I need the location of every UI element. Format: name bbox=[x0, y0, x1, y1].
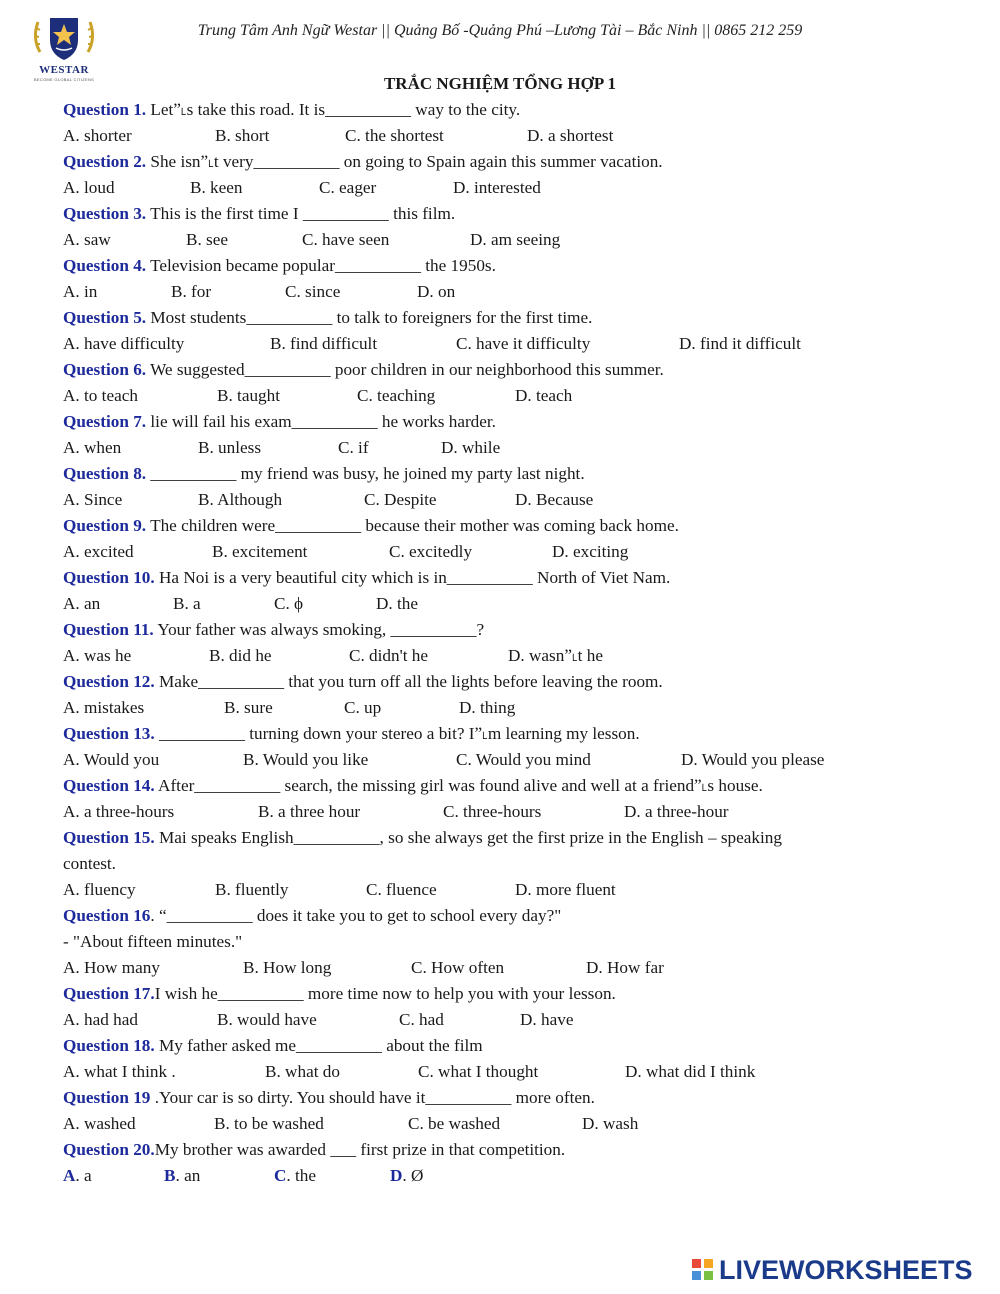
option[interactable]: C. three-hours bbox=[443, 802, 542, 821]
option[interactable]: C. had bbox=[399, 1010, 444, 1029]
question-8: Question 8. __________ my friend was busy, he joined my party last night. bbox=[63, 464, 585, 483]
option[interactable]: A. when bbox=[63, 438, 122, 457]
options-4 bbox=[63, 279, 943, 305]
option[interactable]: D. more fluent bbox=[515, 880, 616, 899]
option[interactable]: D. while bbox=[441, 438, 501, 457]
question-16-answer: - "About fifteen minutes." bbox=[63, 932, 243, 951]
option[interactable]: B. How long bbox=[243, 958, 332, 977]
option[interactable]: A. was he bbox=[63, 646, 132, 665]
option[interactable]: C. the bbox=[274, 1166, 317, 1185]
question-15-text-line2: contest. bbox=[63, 854, 116, 873]
option[interactable]: A. had had bbox=[63, 1010, 138, 1029]
question-11: Question 11. Your father was always smoking, __________? bbox=[63, 620, 485, 639]
option[interactable]: D. exciting bbox=[552, 542, 629, 561]
option[interactable]: A. excited bbox=[63, 542, 134, 561]
option[interactable]: B. did he bbox=[209, 646, 272, 665]
question-19: Question 19 .Your car is so dirty. You should have it__________ more often. bbox=[63, 1088, 595, 1107]
options-16 bbox=[63, 955, 943, 981]
option[interactable]: D. interested bbox=[453, 178, 541, 197]
option[interactable]: B. a bbox=[173, 594, 201, 613]
option[interactable]: C. excitedly bbox=[389, 542, 473, 561]
option[interactable]: B. what do bbox=[265, 1062, 340, 1081]
option[interactable]: C. if bbox=[338, 438, 369, 457]
option[interactable]: D. Would you please bbox=[681, 750, 825, 769]
option[interactable]: D. Because bbox=[515, 490, 594, 509]
option[interactable]: C. teaching bbox=[357, 386, 436, 405]
option[interactable]: D. thing bbox=[459, 698, 516, 717]
question-13: Question 13. __________ turning down your stereo a bit? Iˮ˪m learning my lesson. bbox=[63, 724, 640, 743]
option[interactable]: D. have bbox=[520, 1010, 574, 1029]
option[interactable]: C. fluence bbox=[366, 880, 437, 899]
options-19 bbox=[63, 1111, 943, 1137]
question-17: Question 17.I wish he__________ more time now to help you with your lesson. bbox=[63, 984, 616, 1003]
option[interactable]: B. for bbox=[171, 282, 212, 301]
question-10: Question 10. Ha Noi is a very beautiful city which is in__________ North of Viet Nam. bbox=[63, 568, 671, 587]
option[interactable]: A. loud bbox=[63, 178, 115, 197]
option[interactable]: B. to be washed bbox=[214, 1114, 324, 1133]
page-header: Trung Tâm Anh Ngữ Westar || Quảng Bố -Quảng Phú –Lương Tài – Bắc Ninh || 0865 212 259 bbox=[197, 22, 803, 39]
options-1 bbox=[63, 123, 943, 149]
option[interactable]: B. excitement bbox=[212, 542, 308, 561]
option[interactable]: A. shorter bbox=[63, 126, 132, 145]
option[interactable]: A. Would you bbox=[63, 750, 160, 769]
option[interactable]: A. have difficulty bbox=[63, 334, 185, 353]
option[interactable]: C. the shortest bbox=[345, 126, 444, 145]
option[interactable]: D. a three-hour bbox=[624, 802, 729, 821]
option[interactable]: C. what I thought bbox=[418, 1062, 539, 1081]
option[interactable]: A. washed bbox=[63, 1114, 136, 1133]
logo-tagline: BECOME GLOBAL CITIZENS bbox=[33, 77, 95, 82]
option[interactable]: C. up bbox=[344, 698, 382, 717]
options-15 bbox=[63, 877, 943, 903]
option[interactable]: C. didn't he bbox=[349, 646, 429, 665]
question-12: Question 12. Make__________ that you turn off all the lights before leaving the room. bbox=[63, 672, 663, 691]
option[interactable]: B. unless bbox=[198, 438, 262, 457]
option[interactable]: D. Ø bbox=[390, 1166, 424, 1185]
liveworksheets-brand: LIVEWORKSHEETS bbox=[719, 1255, 973, 1285]
question-9: Question 9. The children were__________ because their mother was coming back home. bbox=[63, 516, 679, 535]
liveworksheets-grid-icon bbox=[692, 1259, 714, 1281]
option[interactable]: D. what did I think bbox=[625, 1062, 756, 1081]
option[interactable]: C. eager bbox=[319, 178, 377, 197]
option[interactable]: C. Would you mind bbox=[456, 750, 591, 769]
question-7: Question 7. lie will fail his exam__________ he works harder. bbox=[63, 412, 496, 431]
shield-logo-icon bbox=[26, 12, 102, 68]
option[interactable]: D. on bbox=[417, 282, 456, 301]
question-15: Question 15. Mai speaks English__________, so she always get the first prize in the English – speaking bbox=[63, 828, 782, 847]
option[interactable]: A. How many bbox=[63, 958, 160, 977]
options-10 bbox=[63, 591, 943, 617]
question-3: Question 3. This is the first time I __________ this film. bbox=[63, 204, 456, 223]
options-20 bbox=[63, 1163, 943, 1189]
option[interactable]: B. sure bbox=[224, 698, 273, 717]
question-15-text-line1: Mai speaks English__________, so she always get the first prize in the English – speaking bbox=[154, 828, 782, 847]
option[interactable]: B. keen bbox=[190, 178, 243, 197]
question-16: Question 16. “__________ does it take you to get to school every day?" bbox=[63, 906, 562, 925]
option[interactable]: D. wasnˮ˪t he bbox=[508, 646, 603, 665]
options-14 bbox=[63, 799, 943, 825]
option[interactable]: C. Despite bbox=[364, 490, 437, 509]
option[interactable]: D. am seeing bbox=[470, 230, 561, 249]
options-18 bbox=[63, 1059, 943, 1085]
options-6 bbox=[63, 383, 943, 409]
options-5 bbox=[63, 331, 943, 357]
option[interactable]: B. Would you like bbox=[243, 750, 369, 769]
logo-name: WESTAR bbox=[39, 64, 89, 76]
option[interactable]: C. since bbox=[285, 282, 341, 301]
option[interactable]: B. would have bbox=[217, 1010, 317, 1029]
options-13 bbox=[63, 747, 943, 773]
option[interactable]: A. a three-hours bbox=[63, 802, 175, 821]
option[interactable]: C. have it difficulty bbox=[456, 334, 591, 353]
options-7 bbox=[63, 435, 943, 461]
options-2 bbox=[63, 175, 943, 201]
options-17 bbox=[63, 1007, 943, 1033]
question-18: Question 18. My father asked me__________ about the film bbox=[63, 1036, 483, 1055]
option[interactable]: B. a three hour bbox=[258, 802, 361, 821]
option[interactable]: A. a bbox=[63, 1166, 92, 1185]
page-title: TRẮC NGHIỆM TỔNG HỢP 1 bbox=[383, 74, 617, 93]
option[interactable]: B. find difficult bbox=[270, 334, 378, 353]
options-11 bbox=[63, 643, 943, 669]
option[interactable]: B. fluently bbox=[215, 880, 289, 899]
option[interactable]: D. the bbox=[376, 594, 419, 613]
question-15-line2 bbox=[63, 851, 943, 877]
option[interactable]: C. ϕ bbox=[274, 594, 304, 613]
option[interactable]: D. a shortest bbox=[527, 126, 614, 145]
question-2: Question 2. She isnˮ˪t very__________ on going to Spain again this summer vacation. bbox=[63, 152, 663, 171]
option[interactable]: A. in bbox=[63, 282, 98, 301]
options-9 bbox=[63, 539, 943, 565]
option[interactable]: A. Since bbox=[63, 490, 123, 509]
option[interactable]: A. to teach bbox=[63, 386, 138, 405]
option[interactable]: D. wash bbox=[582, 1114, 639, 1133]
option[interactable]: A. fluency bbox=[63, 880, 136, 899]
option[interactable]: A. saw bbox=[63, 230, 111, 249]
option[interactable]: C. How often bbox=[411, 958, 505, 977]
option[interactable]: C. be washed bbox=[408, 1114, 501, 1133]
question-14: Question 14. After__________ search, the missing girl was found alive and well at a friendˮ˪s house. bbox=[63, 776, 763, 795]
options-3 bbox=[63, 227, 943, 253]
option[interactable]: A. an bbox=[63, 594, 101, 613]
option[interactable]: D. How far bbox=[586, 958, 664, 977]
option[interactable]: B. Although bbox=[198, 490, 283, 509]
option[interactable]: B. see bbox=[186, 230, 229, 249]
question-1: Question 1. Letˮ˪s take this road. It is__________ way to the city. bbox=[63, 100, 521, 119]
question-5: Question 5. Most students__________ to talk to foreigners for the first time. bbox=[63, 308, 593, 327]
question-4: Question 4. Television became popular__________ the 1950s. bbox=[63, 256, 496, 275]
option[interactable]: C. have seen bbox=[302, 230, 390, 249]
options-12 bbox=[63, 695, 943, 721]
option[interactable]: B. an bbox=[164, 1166, 201, 1185]
question-20: Question 20.My brother was awarded ___ first prize in that competition. bbox=[63, 1140, 566, 1159]
option[interactable]: D. teach bbox=[515, 386, 573, 405]
option[interactable]: A. what I think . bbox=[63, 1062, 176, 1081]
option[interactable]: B. short bbox=[215, 126, 270, 145]
options-8 bbox=[63, 487, 943, 513]
option[interactable]: A. mistakes bbox=[63, 698, 145, 717]
option[interactable]: B. taught bbox=[217, 386, 281, 405]
question-6: Question 6. We suggested__________ poor children in our neighborhood this summer. bbox=[63, 360, 664, 379]
option[interactable]: D. find it difficult bbox=[679, 334, 801, 353]
question-list bbox=[63, 97, 943, 1189]
